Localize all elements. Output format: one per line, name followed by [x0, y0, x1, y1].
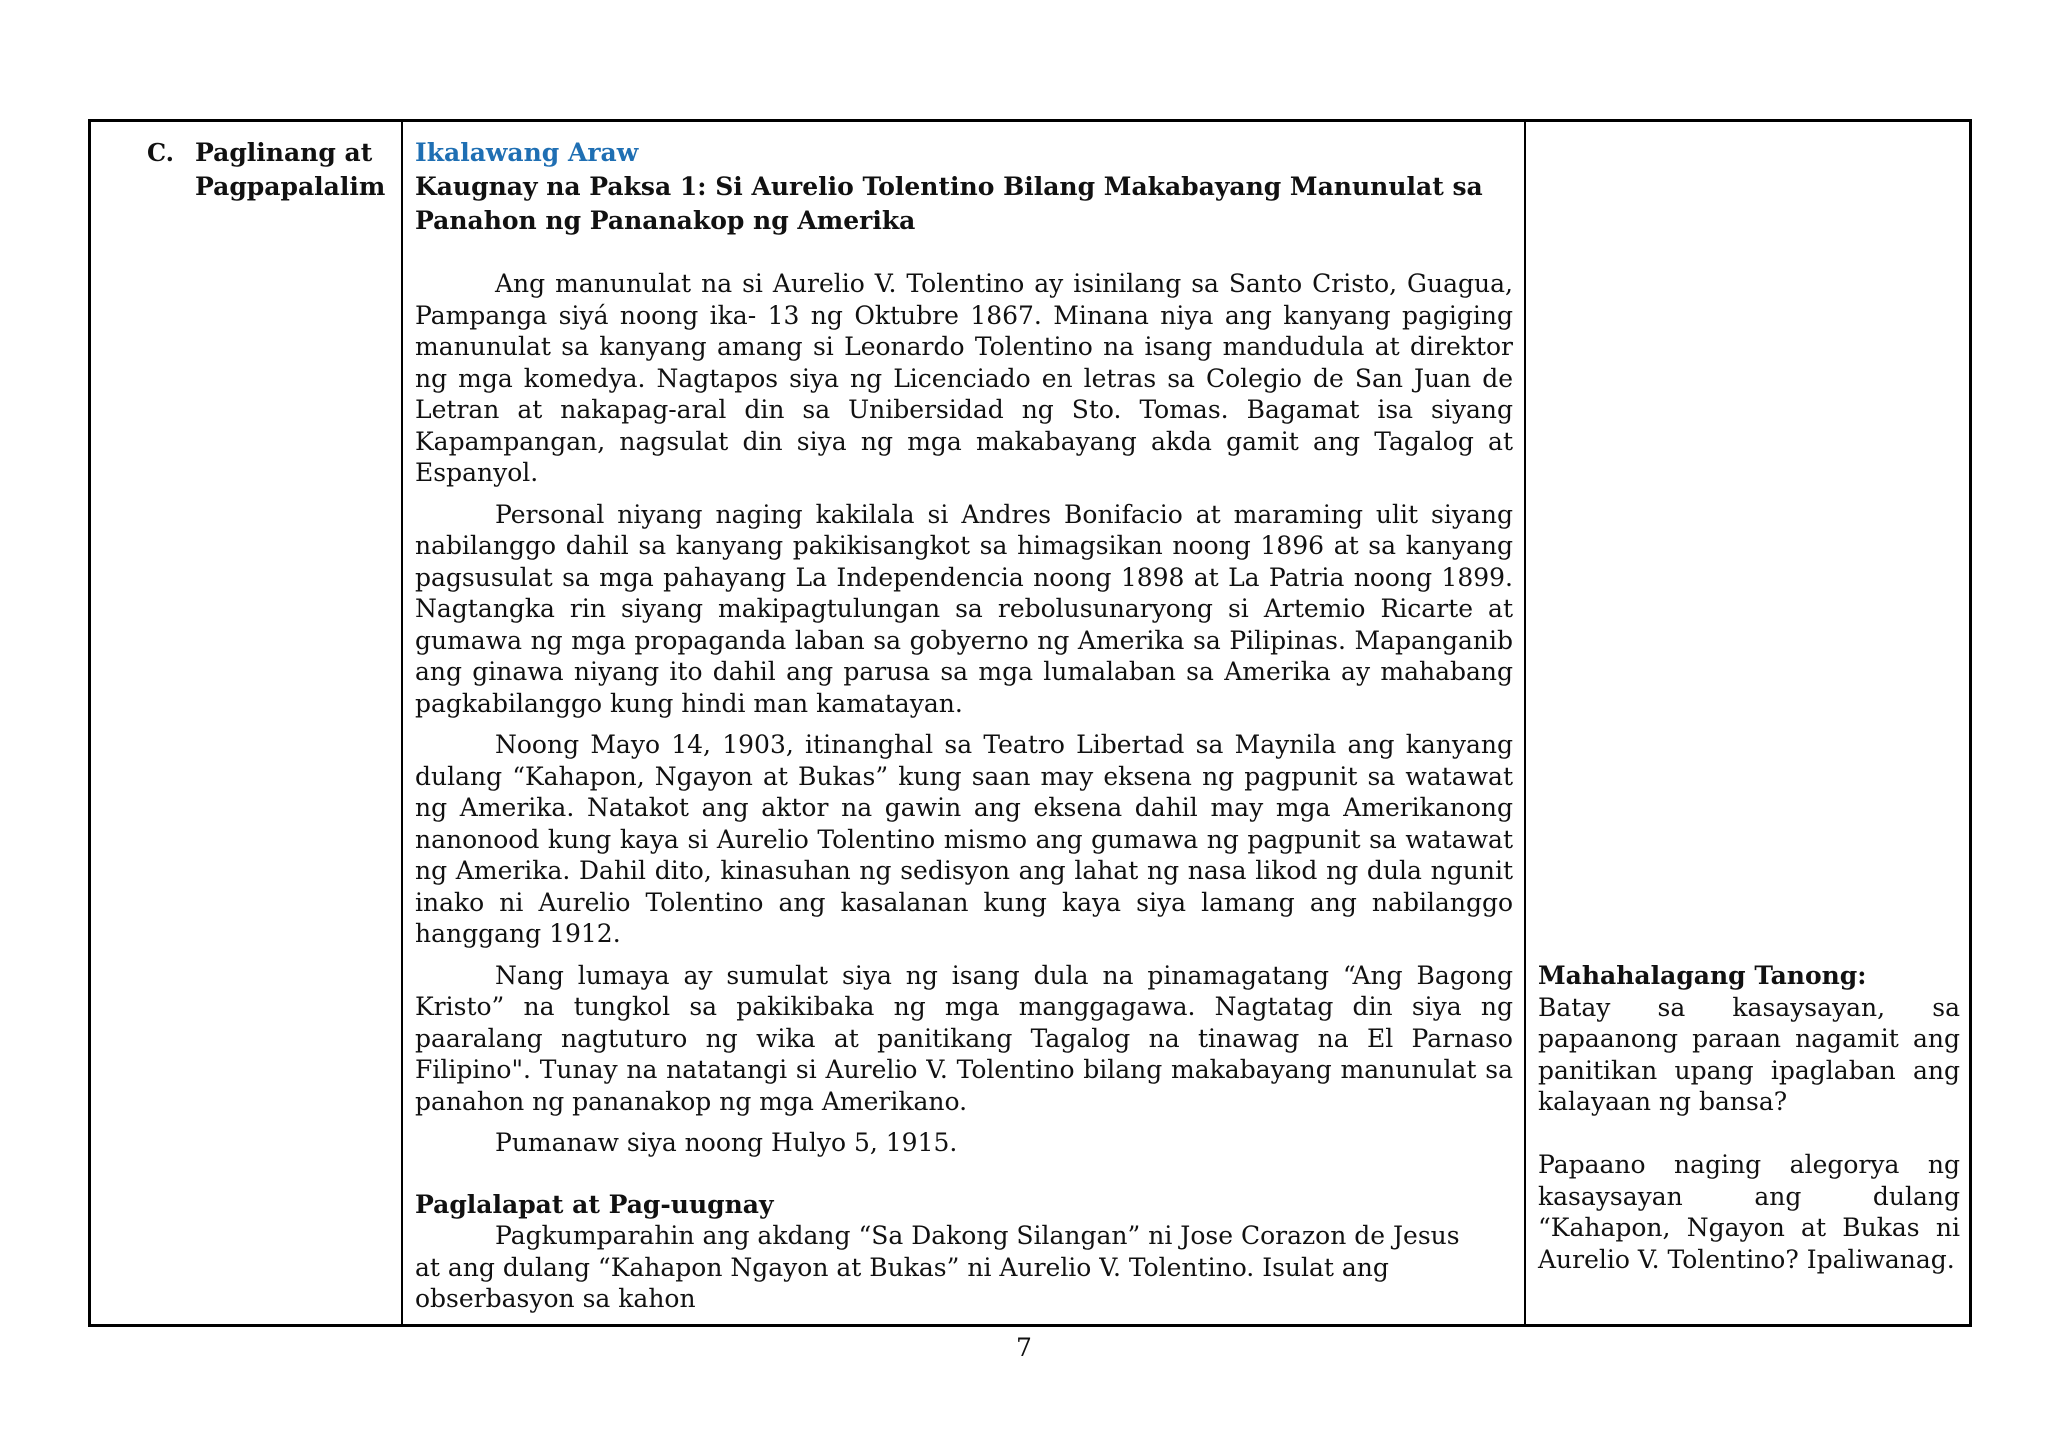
paragraph: Ang manunulat na si Aurelio V. Tolentino ay isinilang sa Santo Cristo, Guagua, Pampanga siyá noong ika- 13 ng Oktubre 1867. Minana niya ang kanyang pagiging manunulat sa kanyang amang si Leonardo Tolentino na isang mandudula at direktor ng mga komedya. Nagtapos siya ng Licenciado en letras sa Colegio de San Juan de Letran at nakapag-aral din sa Unibersidad ng Sto. Tomas. Bagamat isa siyang Kapampangan, nagsulat din siya ng mga makabayang akda gamit ang Tagalog at Espanyol. — [415, 269, 1513, 487]
question-2: Papaano naging alegorya ng kasaysayan ang dulang “Kahapon, Ngayon at Bukas ni Aurelio V. Tolentino? Ipaliwanag. — [1538, 1150, 1960, 1274]
application-heading: Paglalapat at Pag-uugnay — [415, 1189, 774, 1219]
section-column — [91, 122, 403, 1324]
application-line-1: Pagkumparahin ang akdang “Sa Dakong Silangan” ni Jose Corazon de Jesus — [495, 1221, 1460, 1250]
paragraph: Nang lumaya ay sumulat siya ng isang dula na pinamagatang “Ang Bagong Kristo” na tungkol sa pakikibaka ng mga manggagawa. Nagtatag din siya ng paaralang nagtuturo ng wika at panitikang Tagalog na tinawag na El Parnaso Filipino". Tunay na natatangi si Aurelio V. Tolentino bilang makabayang manunulat sa panahon ng pananakop ng mga Amerikano. — [415, 960, 1513, 1116]
lesson-content — [415, 136, 1513, 1315]
paragraph: Noong Mayo 14, 1903, itinanghal sa Teatro Libertad sa Maynila ang kanyang dulang “Kahapon, Ngayon at Bukas” kung saan may eksena ng pagpunit sa watawat ng Amerika. Natakot ang aktor na gawin ang eksena dahil may mga Amerikanong nanonood kung kaya si Aurelio Tolentino mismo ang gumawa ng pagpunit sa watawat ng Amerika. Dahil dito, kinasuhan ng sedisyon ang lahat ng nasa likod ng dula ngunit inako ni Aurelio Tolentino ang kasalanan kung kaya siya lamang ang nabilanggo hanggang 1912. — [415, 730, 1513, 948]
questions-column — [1526, 122, 1969, 1324]
application-line-2: at ang dulang “Kahapon Ngayon at Bukas” ni Aurelio V. Tolentino. Isulat ang obserbasyon sa kahon — [415, 1252, 1389, 1313]
lesson-table — [88, 119, 1972, 1327]
section-title: Paglinang at Pagpapalalim — [195, 138, 386, 201]
topic-title: Kaugnay na Paksa 1: Si Aurelio Tolentino Bilang Makabayang Manunulat sa Panahon ng Pananakop ng Amerika — [415, 172, 1483, 235]
section-letter: C. — [147, 138, 175, 167]
paragraph: Personal niyang naging kakilala si Andres Bonifacio at maraming ulit siyang nabilanggo dahil sa kanyang pakikisangkot sa himagsikan noong 1896 at sa kanyang pagsusulat sa mga pahayang La Independencia noong 1898 at La Patria noong 1899. Nagtangka rin siyang makipagtulungan sa rebolusunaryong si Artemio Ricarte at gumawa ng mga propaganda laban sa gobyerno ng Amerika sa Pilipinas. Mapanganib ang ginawa niyang ito dahil ang parusa sa mga lumalaban sa Amerika ay mahabang pagkabilanggo kung hindi man kamatayan. — [415, 499, 1513, 718]
question-1: Batay sa kasaysayan, sa papaanong paraan nagamit ang panitikan upang ipaglaban ang kalayaan ng bansa? — [1538, 992, 1960, 1116]
day-title: Ikalawang Araw — [415, 138, 639, 167]
questions-heading: Mahahalagang Tanong: — [1538, 961, 1867, 990]
page-number: 7 — [1016, 1333, 1032, 1362]
content-column — [403, 122, 1526, 1324]
paragraph: Pumanaw siya noong Hulyo 5, 1915. — [495, 1128, 958, 1157]
application-instructions — [415, 1220, 1513, 1315]
essential-questions — [1538, 960, 1960, 1275]
